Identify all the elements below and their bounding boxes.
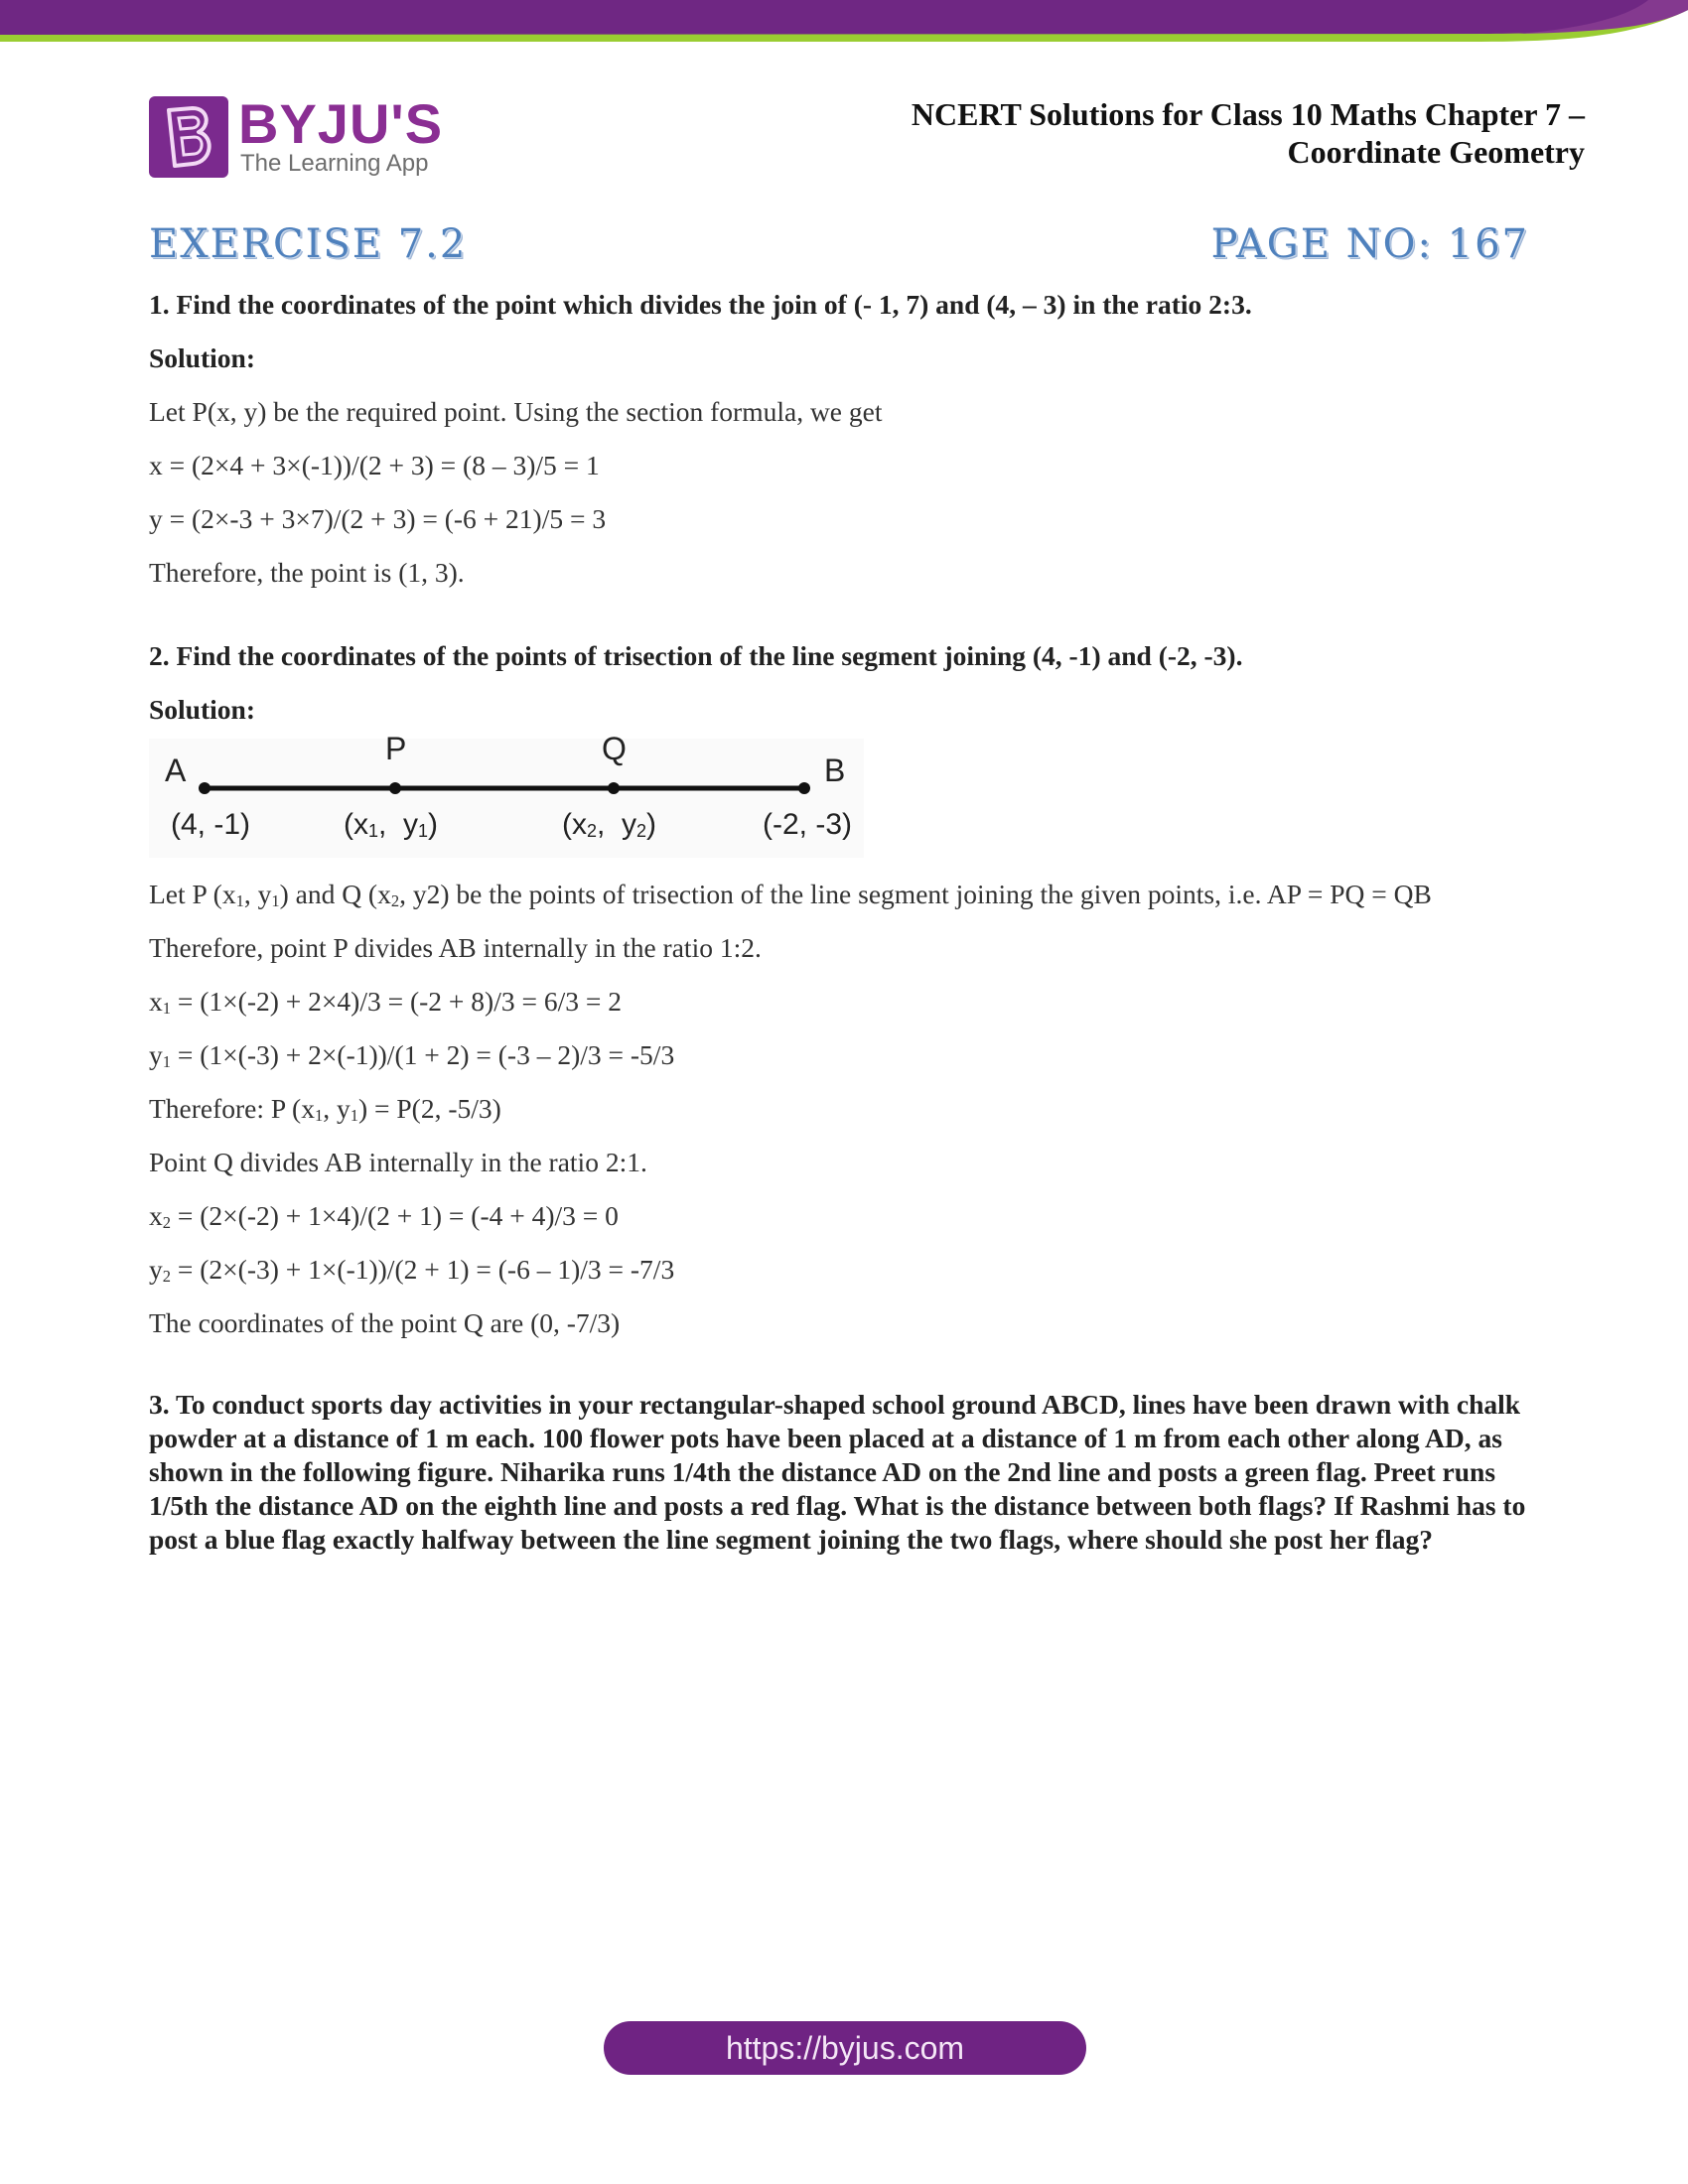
solution-line: $x_2 = (2\times(-2) + 1\times 4)/(2 + 1) = (-4 + 4)/3 = 0$ (149, 1200, 619, 1232)
document-title-line1: NCERT Solutions for Class 10 Maths Chapter 7 – (911, 96, 1585, 132)
question-text: 1. Find the coordinates of the point which divides the join of (- 1, 7) and (4, – 3) in the ratio 2:3. (149, 289, 1252, 320)
solution-line: $y_1 = (1\times(-3) + 2\times(-1))/(1 + 2) = (-3 - 2)/3 = -5/3$ (149, 1039, 675, 1071)
point-label-b: B (824, 752, 846, 788)
logo-wordmark: BYJU'S (238, 92, 444, 155)
coord-p: ($x_1$, $y_1$) (344, 808, 439, 841)
question-text: 2. Find the coordinates of the points of trisection of the line segment joining (4, -1) and (-2, -3). (149, 640, 1243, 671)
byjus-b-logo-icon (149, 96, 228, 178)
solution-line: x = (2×4 + 3×(-1))/(2 + 3) = (8 – 3)/5 = 1 (149, 450, 600, 480)
solution-label: Solution: (149, 694, 255, 725)
solution-line: Let P(x, y) be the required point. Using the section formula, we get (149, 396, 883, 427)
page-number-heading: PAGE NO: 167 (1210, 221, 1529, 267)
question-1 (149, 288, 1559, 590)
point-label-a: A (165, 752, 187, 788)
solution-line: Let P ($x_1$, $y_1$) and Q ($x_2$, y2) be the points of trisection of the line segment joining the given points, i.e. AP = PQ = QB (149, 879, 1432, 910)
solution-line: Point Q divides AB internally in the ratio 2:1. (149, 1147, 647, 1177)
solution-line: The coordinates of the point Q are (0, -7/3) (149, 1307, 621, 1338)
solution-line: $y_2 = (2\times(-3) + 1\times(-1))/(2 + 1) = (-6 - 1)/3 = -7/3$ (149, 1254, 675, 1286)
coord-a: (4, -1) (171, 808, 251, 841)
logo-tagline: The Learning App (240, 150, 429, 177)
solution-label: Solution: (149, 342, 255, 373)
coord-b: (-2, -3) (763, 808, 852, 841)
point-label-q: Q (602, 731, 627, 766)
solution-line: y = (2×-3 + 3×7)/(2 + 3) = (-6 + 21)/5 = 3 (149, 503, 607, 534)
document-title (912, 95, 1585, 171)
exercise-heading: EXERCISE 7.2 (149, 221, 468, 267)
solution-line: Therefore: P ($x_1$, $y_1) = P(2$, -5/3) (149, 1093, 501, 1125)
solution-line: Therefore, the point is (1, 3). (149, 557, 465, 588)
question-text: 3. To conduct sports day activities in your rectangular-shaped school ground ABCD, lines have been drawn with chalk powder at a distance of 1 m each. 100 flower pots have been placed at a distance of 1 m from each other along AD, as shown in the following figure. Niharika runs 1/4th the distance AD on the 2nd line and posts a green flag. Preet runs 1/5th the distance AD on the eighth line and posts a red flag. What is the distance between both flags? If Rashmi has to post a blue flag exactly halfway between the line segment joining the two flags, where should she post her flag? (149, 1389, 1526, 1555)
question-3 (149, 1388, 1559, 1557)
line-segment-graphic (149, 739, 864, 858)
solution-line: Therefore, point P divides AB internally in the ratio 1:2. (149, 932, 762, 963)
byjus-logo[interactable] (149, 92, 444, 180)
footer-url-link[interactable]: https://byjus.com (604, 2021, 1086, 2075)
document-title-line2: Coordinate Geometry (1287, 134, 1585, 170)
question-2 (149, 639, 1559, 1340)
header-band (0, 0, 1688, 60)
point-label-p: P (385, 731, 407, 766)
document-content (149, 288, 1559, 1584)
solution-line: $x_1 = (1\times(-2) + 2\times 4)/3 = (-2 + 8)/3 = 6/3 = 2$ (149, 986, 623, 1018)
coord-q: ($x_2$, $y_2$) (562, 808, 657, 841)
trisection-diagram (149, 731, 864, 858)
